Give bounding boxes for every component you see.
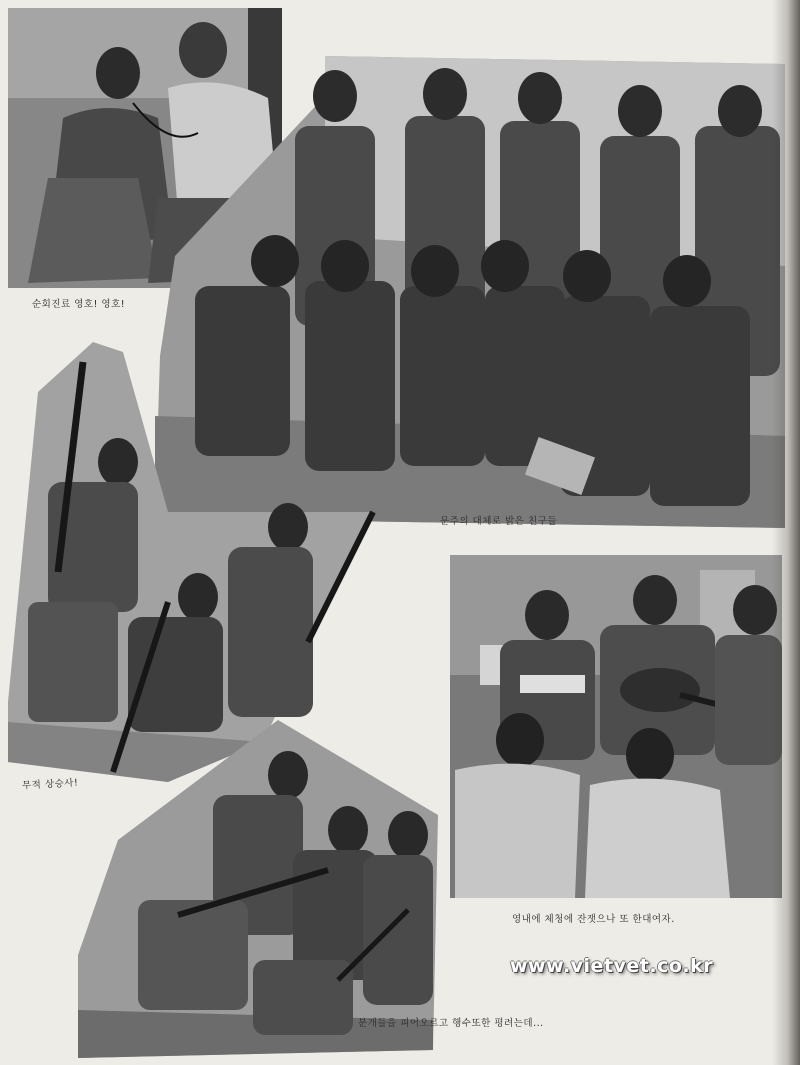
caption-march: 분개들을 피어오르고 행수또한 평려는데...	[358, 1018, 544, 1029]
page-gutter-shadow	[772, 0, 800, 1065]
caption-group: 문주의 대체로 밝은 친구들	[440, 516, 558, 527]
barracks-photo-art	[450, 555, 782, 898]
site-watermark: www.vietvet.co.kr	[510, 955, 714, 977]
march-photo-art	[78, 720, 438, 1058]
photo-barracks	[450, 555, 782, 898]
photo-march	[78, 720, 438, 1058]
caption-barracks: 영내에 체청에 잔잿으나 또 한대여자.	[512, 914, 675, 925]
caption-armed: 무적 상승사!	[21, 777, 79, 792]
caption-medical: 순회진료 영호! 영호!	[32, 299, 126, 310]
